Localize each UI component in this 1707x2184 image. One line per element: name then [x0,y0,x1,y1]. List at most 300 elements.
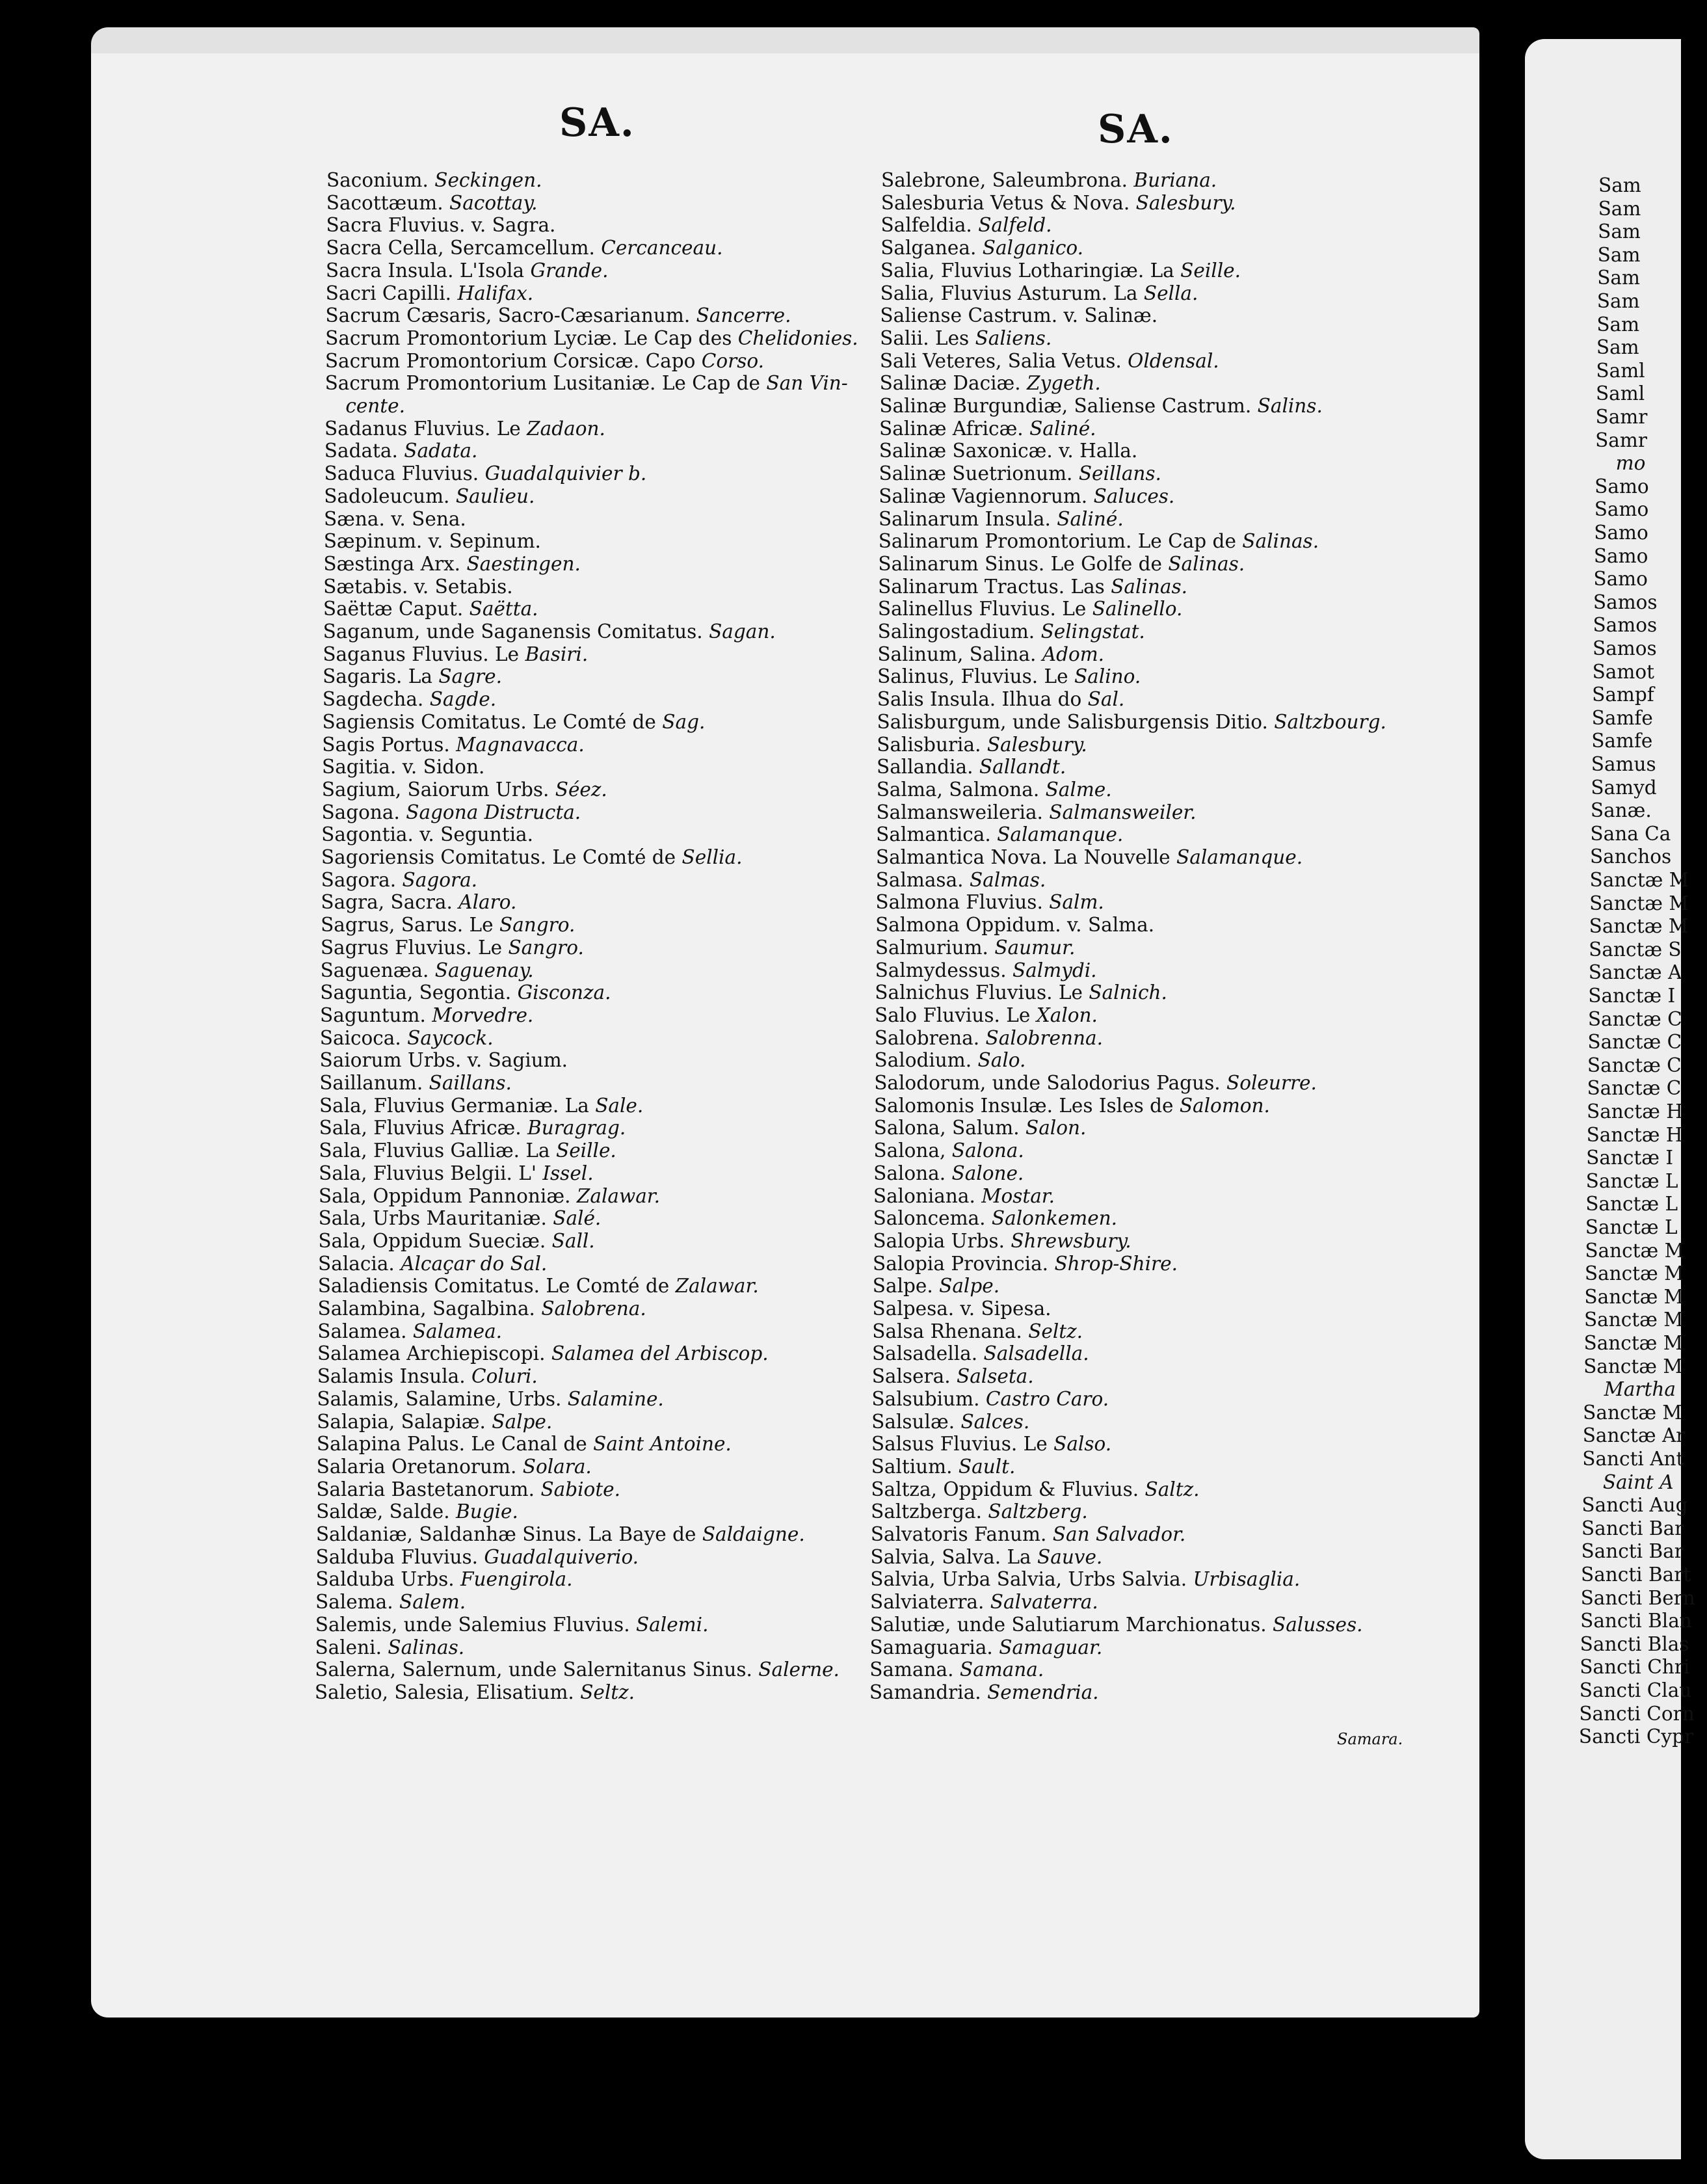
dictionary-entry [873,1139,1024,1162]
latin-name: Sallandia. [876,756,973,779]
next-page-fragment: Sanctæ L [1585,1216,1678,1238]
latin-name: Salona, Salum. [873,1117,1020,1139]
next-page-fragment: Samo [1594,498,1649,521]
next-page-fragment: Sanctæ I [1588,985,1676,1007]
dictionary-entry [878,576,1187,598]
next-page-fragment: Samo [1593,544,1648,567]
modern-name: Salsadella. [983,1342,1089,1365]
modern-name: Sancerre. [696,304,791,327]
latin-name: Salaria Oretanorum. [316,1455,517,1478]
latin-name: Sacrum Promontorium Corsicæ. Capo [324,349,696,372]
modern-name: Salomon. [1179,1094,1270,1117]
dictionary-entry [317,1433,732,1455]
dictionary-entry [325,304,791,326]
latin-name: Salo Fluvius. Le [875,1004,1031,1026]
dictionary-entry [315,1591,466,1613]
dictionary-entry [321,823,533,846]
modern-name: Oldensal. [1128,349,1219,372]
latin-name: Sadanus Fluvius. Le [324,417,521,440]
dictionary-entry [320,1004,533,1026]
modern-name: Alaro. [458,891,517,914]
latin-name: Salamea. [317,1320,407,1342]
dictionary-entry [875,1027,1103,1049]
latin-name: Salviaterra. [870,1591,985,1614]
modern-name: Sal. [1087,688,1125,711]
latin-name: Salmurium. [875,936,988,959]
dictionary-entry [319,1139,616,1162]
modern-name: Zalawar. [675,1275,759,1298]
modern-name: Basiri. [525,643,589,665]
dictionary-entry [869,1681,1099,1703]
modern-name: Semendria. [987,1681,1099,1703]
modern-name: Gisconza. [517,981,611,1004]
latin-name: Salsus Fluvius. Le [871,1433,1048,1456]
dictionary-entry [323,688,496,710]
next-page-fragment: Sam [1597,243,1641,266]
latin-name: Salopia Provincia. [873,1252,1049,1275]
latin-name: Saguntia, Segontia. [320,981,512,1004]
modern-name: Salpe. [939,1275,1000,1298]
dictionary-entry [873,1298,1052,1320]
latin-name: Salia, Fluvius Lotharingiæ. La [880,259,1174,282]
modern-name: Mostar. [981,1184,1055,1207]
latin-name: Saloniana. [873,1184,975,1207]
latin-name: Sacrum Promontorium Lyciæ. Le Cap des [325,326,732,349]
modern-name: Salamea. [412,1320,503,1342]
modern-name: Seltz. [580,1681,635,1703]
dictionary-entry [880,214,1052,236]
latin-name: Saloncema. [873,1207,986,1230]
next-page-fragment: Samot [1592,660,1654,683]
latin-name: Saleni. [315,1636,382,1658]
right-column-header: SA. [1098,107,1174,152]
dictionary-entry [323,643,588,665]
modern-name: Samaguar. [999,1636,1103,1658]
dictionary-entry [322,734,584,756]
latin-name: Salutiæ, unde Salutiarum Marchionatus. [869,1613,1267,1636]
latin-name: Sagoriensis Comitatus. Le Comté de [321,846,676,868]
modern-name: Sangro. [508,936,584,959]
latin-name: Salmydessus. [875,959,1007,981]
latin-name: Salinarum Tractus. Las [878,575,1105,598]
latin-name: Saldæ, Salde. [316,1500,450,1523]
dictionary-entry [877,756,1066,778]
latin-name: Sacra Cella, Sercamcellum. [326,237,595,260]
latin-name: Salona. [873,1162,946,1184]
latin-name: Sagitia. v. Sidon. [321,756,485,779]
modern-name: Salinas. [1242,530,1319,553]
next-page-fragment: Sanctæ I [1586,1147,1674,1169]
dictionary-entry [875,981,1167,1004]
modern-name: Saestingen. [466,552,581,575]
dictionary-entry [323,620,776,643]
dictionary-entry [316,1478,620,1500]
modern-name: Xalon. [1036,1004,1098,1026]
modern-name: Saliné. [1057,507,1124,530]
dictionary-entry [878,598,1182,620]
next-page-fragment: Samos [1593,591,1658,613]
latin-name: Sadata. [324,440,398,462]
dictionary-entry [315,1681,635,1703]
dictionary-entry [875,1004,1098,1026]
modern-name: Saltzberg. [988,1500,1088,1523]
modern-name: Shrewsbury. [1011,1229,1131,1252]
modern-name: Saumur. [994,936,1076,959]
latin-name: Salamis, Salamine, Urbs. [317,1387,562,1410]
modern-name: Salfeld. [978,214,1052,237]
next-page-fragment: Sam [1596,290,1640,312]
latin-name: Sacrum Cæsaris, Sacro-Cæsarianum. [325,304,691,327]
latin-name: Saganus Fluvius. Le [323,643,520,665]
dictionary-entry [880,304,1158,326]
dictionary-entry [877,734,1087,756]
left-page-header: SA. [559,100,635,146]
next-page-fragment: Sanctæ M [1583,1332,1683,1354]
modern-name: Alcaçar do Sal. [401,1252,548,1275]
dictionary-entry [870,1591,1098,1613]
modern-name: Salemi. [635,1613,709,1636]
next-page-fragment: Sanctæ H [1587,1100,1684,1123]
latin-name: Salamis Insula. [317,1365,466,1388]
latin-name: Salinarum Promontorium. Le Cap de [878,530,1236,553]
latin-name: Salsubium. [871,1387,980,1410]
latin-name: Salinarum Sinus. Le Golfe de [878,552,1162,575]
dictionary-entry [324,530,541,552]
latin-name: Salopia Urbs. [873,1229,1005,1252]
dictionary-entry [873,1185,1055,1207]
dictionary-entry [879,440,1137,462]
latin-name: Salinæ Vagiennorum. [879,485,1088,507]
modern-name: Seillans. [1078,462,1161,485]
modern-name: Salobrena. [541,1298,646,1320]
modern-name: Coluri. [471,1365,538,1388]
next-page-fragment: Sanctæ M [1584,1262,1684,1285]
latin-name: Saltzberga. [871,1500,982,1523]
latin-name: Saconium. [326,169,429,191]
dictionary-entry [878,620,1145,643]
dictionary-entry [323,665,502,687]
modern-name: Buriana. [1133,169,1217,191]
dictionary-entry [319,1207,602,1229]
next-page-fragment: Samfe [1591,730,1653,752]
modern-name: Saldaigne. [702,1523,805,1545]
dictionary-entry [321,869,477,891]
dictionary-entry [317,1456,592,1478]
modern-name: Salins. [1257,395,1323,417]
dictionary-entry [871,1478,1199,1500]
modern-name: Salinas. [388,1636,465,1658]
modern-name: Saliens. [975,326,1052,349]
modern-name: Sagora. [402,868,478,891]
next-page-fragment: Sam [1596,336,1639,359]
modern-name: Salamea del Arbiscop. [551,1342,769,1365]
latin-name: Salsa Rhenana. [872,1320,1022,1342]
modern-name: Salme. [1045,778,1112,801]
modern-name: Salé. [553,1207,602,1230]
modern-name: Salinas. [1168,552,1245,575]
latin-name: Sala, Fluvius Africæ. [319,1117,522,1139]
dictionary-entry [880,237,1083,259]
dictionary-entry [318,1275,759,1297]
next-page-fragment: Samo [1594,522,1648,544]
next-page-fragment: Sam [1596,313,1640,336]
dictionary-entry [874,1072,1317,1094]
latin-name: Salinæ Burgundiæ, Saliense Castrum. [879,395,1252,417]
dictionary-entry [319,1072,512,1094]
modern-name: Salobrenna. [985,1026,1103,1049]
dictionary-entry [880,372,1101,394]
next-page-fragment: Sancti Ant [1582,1448,1684,1470]
modern-name: Salseta. [957,1365,1034,1388]
dictionary-entry [317,1320,502,1342]
dictionary-entry [871,1433,1111,1455]
latin-name: Salis Insula. Ilhua do [877,688,1082,711]
next-page-fragment: Martha [1604,1378,1676,1401]
latin-name: Sala, Urbs Mauritaniæ. [318,1207,547,1230]
dictionary-entry [876,801,1196,823]
dictionary-entry [317,1342,769,1365]
next-page-fragment: Sanchos [1589,846,1672,868]
latin-name: Salisburia. [877,733,981,756]
dictionary-entry [872,1320,1083,1342]
dictionary-entry [875,891,1104,913]
latin-name: Salsera. [871,1365,951,1388]
dictionary-entry [873,1253,1178,1275]
latin-name: Salganea. [880,237,977,260]
dictionary-entry [326,237,722,259]
modern-name: Salesbury. [1135,191,1236,214]
latin-name: Sacottæum. [326,191,443,214]
dictionary-entry [320,1027,494,1049]
latin-name: Sagora. [321,868,397,891]
latin-name: Salmona Fluvius. [875,891,1043,914]
dictionary-entry [877,779,1112,801]
next-book-page [1525,39,1695,2159]
latin-name: Sadoleucum. [324,485,450,507]
dictionary-entry [875,914,1154,936]
dictionary-entry [323,598,538,620]
dictionary-entry [877,688,1124,710]
dictionary-entry [325,350,764,372]
dictionary-entry [324,485,535,507]
left-book-page [91,27,1479,2018]
latin-name: Sagis Portus. [322,733,450,756]
modern-name: Sagan. [709,620,776,643]
dictionary-entry [325,327,858,349]
next-page-fragment: mo [1615,452,1646,475]
next-page-fragment: Sanctæ Ar [1582,1424,1686,1447]
latin-name: Salinæ Saxonicæ. v. Halla. [879,440,1138,462]
latin-name: Salinæ Daciæ. [879,372,1021,395]
modern-name: Salm. [1049,891,1104,914]
modern-name: Magnavacca. [456,733,585,756]
dictionary-entry [326,192,538,214]
modern-name: Sabiote. [540,1478,621,1500]
modern-name: Solara. [522,1455,592,1478]
next-page-fragment: Sanctæ M [1589,892,1689,914]
dictionary-entry [319,1095,643,1117]
latin-name: Salebrone, Saleumbrona. [881,169,1128,191]
dictionary-entry [321,937,584,959]
next-page-fragment: Sanctæ M [1589,915,1689,938]
latin-name: Saguntum. [320,1004,426,1026]
modern-name: Saliné. [1029,417,1096,440]
modern-name: Sellia. [681,846,743,868]
next-page-fragment: Sanctæ C [1587,1054,1682,1076]
modern-name: Saguenay. [434,959,534,981]
modern-name: Sacottay. [449,191,538,214]
modern-name: Fuengirola. [460,1568,573,1591]
dictionary-entry [873,1230,1131,1252]
dictionary-entry [324,418,605,440]
modern-name: Salnich. [1089,981,1167,1004]
modern-name: Sella. [1143,282,1198,304]
dictionary-entry [324,395,405,417]
dictionary-entry [321,959,534,981]
modern-name: Seckingen. [434,169,542,191]
dictionary-entry [873,1207,1117,1229]
dictionary-entry [875,959,1097,981]
dictionary-entry [318,1253,547,1275]
latin-name: Sala, Fluvius Germaniæ. La [319,1094,589,1117]
latin-name: Sagrus Fluvius. Le [320,936,503,959]
modern-name: Zalawar. [576,1184,661,1207]
latin-name: Salinarum Insula. [878,507,1051,530]
dictionary-entry [324,462,647,485]
next-page-fragment: Sanctæ M [1583,1355,1683,1378]
latin-name: Salsulæ. [871,1410,955,1433]
next-page-fragment: Sam [1598,197,1641,220]
modern-name: Salvaterra. [990,1591,1098,1614]
latin-name: Saduca Fluvius. [324,462,479,485]
latin-name: Sacra Fluvius. v. Sagra. [326,214,556,237]
next-page-fragment: Saml [1595,382,1645,405]
latin-name: Salmantica Nova. La Nouvelle [875,846,1171,868]
next-page-fragment: Sanctæ H [1586,1123,1683,1146]
modern-name: Issel. [542,1162,594,1184]
dictionary-entry [319,1185,660,1207]
dictionary-entry [872,1365,1034,1387]
dictionary-entry [319,1162,593,1184]
next-page-fragment: Samo [1595,475,1649,498]
latin-name: Salobrena. [874,1026,980,1049]
dictionary-entry [316,1523,805,1545]
latin-name: Sætabis. v. Setabis. [323,575,513,598]
dictionary-entry [873,1162,1024,1184]
modern-name: Salona. [951,1139,1024,1162]
latin-name: Sagdecha. [322,688,424,711]
latin-name: Salemis, unde Salemius Fluvius. [315,1613,630,1636]
next-page-fragment: Sanctæ M [1584,1285,1684,1308]
modern-name: San Vin- [766,372,848,395]
modern-name: Saltz. [1145,1478,1200,1500]
latin-name: Salmasa. [875,868,964,891]
dictionary-entry [317,1388,663,1410]
latin-name: Salodium. [874,1049,972,1072]
modern-name: Cercanceau. [601,237,723,260]
modern-name: Salamanque. [1176,846,1303,868]
modern-name: Corso. [701,349,764,372]
next-page-fragment: Sanctæ A [1588,961,1682,984]
modern-name: Sagre. [438,665,502,688]
modern-name: Sault. [958,1455,1016,1478]
modern-name: Saëtta. [469,598,538,620]
latin-name: Sagrus, Sarus. Le [321,914,494,937]
modern-name: Saint Antoine. [593,1433,732,1456]
modern-name: Salesbury. [986,733,1087,756]
modern-name: Sangro. [499,914,576,937]
next-page-fragment: Sancti Bern [1580,1586,1695,1609]
dictionary-entry [881,169,1217,191]
modern-name: Sall. [551,1229,595,1252]
next-page-fragment: Sanctæ M [1585,1239,1684,1262]
latin-name: Saldaniæ, Saldanhæ Sinus. La Baye de [315,1523,696,1545]
latin-name: Salmansweileria. [876,801,1043,823]
dictionary-entry [324,440,478,462]
dictionary-entry [321,801,581,823]
modern-name: Sag. [662,710,706,733]
next-page-fragment: Samr [1595,429,1647,451]
modern-name: Selingstat. [1040,620,1145,643]
next-page-fragment: Sam [1597,267,1640,289]
next-page-fragment: Sancti Cypr [1578,1725,1694,1748]
next-page-fragment: Sancti Clau [1579,1679,1692,1701]
modern-name: Castro Caro. [985,1387,1109,1410]
modern-name: Salganico. [982,237,1084,260]
next-page-fragment: Sancti Blas [1580,1632,1689,1655]
modern-name: Salamine. [567,1387,664,1410]
latin-name: Saladiensis Comitatus. Le Comté de [317,1275,670,1298]
dictionary-entry [879,418,1096,440]
latin-name: Salaria Bastetanorum. [316,1478,535,1500]
modern-name: Sale. [595,1094,644,1117]
next-page-fragment: Samr [1595,406,1648,428]
latin-name: Sæstinga Arx. [323,552,461,575]
dictionary-entry [320,981,611,1004]
dictionary-entry [869,1636,1102,1658]
dictionary-entry [326,282,534,304]
latin-name: Salinellus Fluvius. Le [877,598,1087,620]
dictionary-entry [322,779,607,801]
next-page-fragment: Sam [1598,220,1641,243]
latin-name: Salingostadium. [877,620,1035,643]
dictionary-entry [326,214,555,236]
dictionary-entry [879,530,1319,552]
next-page-fragment: Sancti Bar [1581,1540,1684,1563]
latin-name: Salamea Archiepiscopi. [317,1342,546,1365]
modern-name: Bugie. [456,1500,518,1523]
latin-name: Salapia, Salapiæ. [317,1410,486,1433]
dictionary-entry [317,1411,552,1433]
latin-name: Sagium, Saiorum Urbs. [321,778,549,801]
modern-name: Salo. [977,1049,1026,1072]
latin-name: Salisburgum, unde Salisburgensis Ditio. [877,710,1268,733]
dictionary-entry [318,1230,594,1252]
modern-name: Salmansweiler. [1049,801,1197,823]
modern-name: Saillans. [429,1072,512,1094]
dictionary-entry [871,1411,1029,1433]
latin-name: Saliense Castrum. v. Salinæ. [880,304,1158,327]
dictionary-entry [869,1658,1044,1681]
latin-name: Saganum, unde Saganensis Comitatus. [323,620,703,643]
dictionary-entry [874,1049,1026,1071]
latin-name: Sala, Oppidum Pannoniæ. [318,1184,571,1207]
latin-name: Salmona Oppidum. v. Salma. [875,914,1155,937]
next-page-fragment: Sancti Bart [1581,1564,1691,1586]
latin-name: Sagra, Sacra. [321,891,453,914]
latin-name: Sacri Capilli. [325,282,452,304]
catchword: Samara. [1337,1730,1403,1748]
